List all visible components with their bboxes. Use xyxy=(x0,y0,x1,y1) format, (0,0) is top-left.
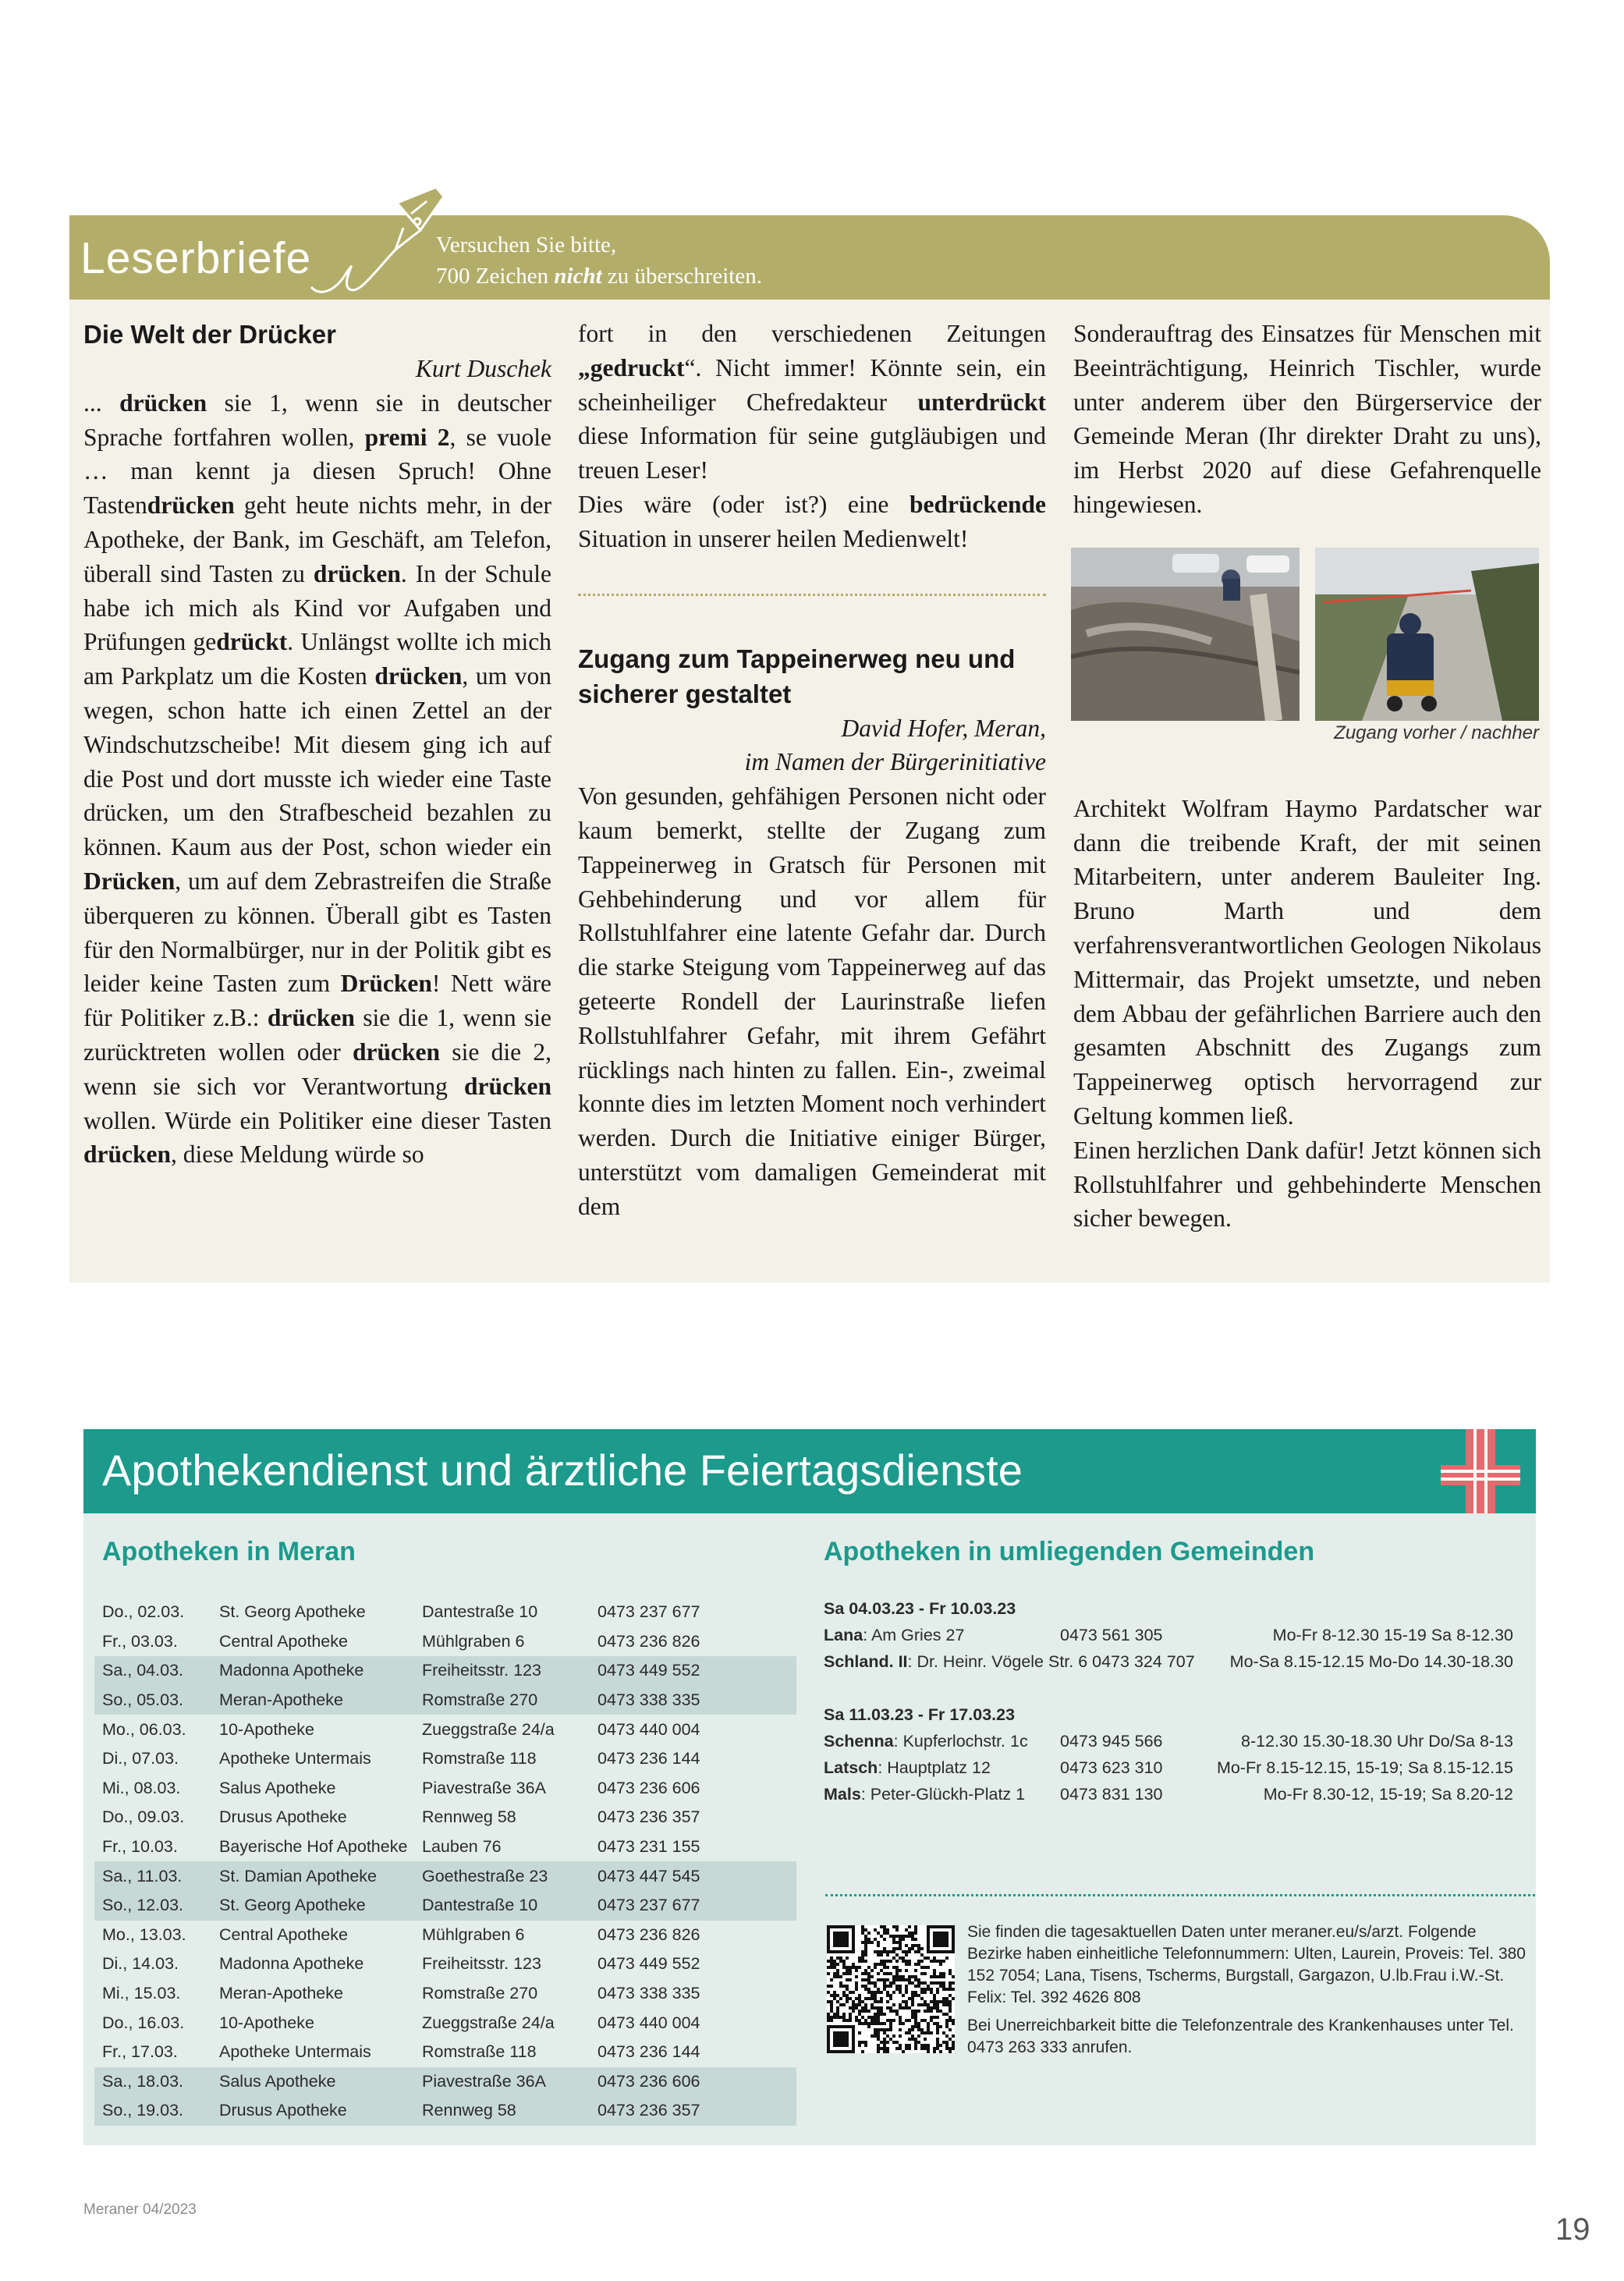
row-phone: 0473 338 335 xyxy=(597,1984,700,2003)
row-pharmacy: 10-Apotheke xyxy=(219,1719,314,1739)
pharmacy-row xyxy=(94,1598,796,1627)
row-date: Sa., 04.03. xyxy=(102,1661,183,1680)
row-address: Lauben 76 xyxy=(422,1837,502,1857)
row-pharmacy: Central Apotheke xyxy=(219,1924,348,1944)
row-pharmacy: Drusus Apotheke xyxy=(219,2101,347,2120)
letters-section-title: Leserbriefe xyxy=(80,233,312,283)
row-date: Fr., 17.03. xyxy=(102,2042,178,2062)
article-1-body-end: Dies wäre (oder ist?) eine bedrückende Situation in unserer heilen Medienwelt! xyxy=(578,490,1046,552)
article-2-title: Zugang zum Tappeinerweg neu und sicherer gestaltet xyxy=(578,644,1016,708)
row-date: Sa., 18.03. xyxy=(102,2071,183,2091)
row-date: So., 19.03. xyxy=(102,2101,183,2120)
row-pharmacy: Central Apotheke xyxy=(219,1631,348,1651)
row-pharmacy: Salus Apotheke xyxy=(219,2071,336,2091)
row-date: So., 05.03. xyxy=(102,1690,183,1710)
row-address: Dantestraße 10 xyxy=(422,1896,538,1915)
row-address: Rennweg 58 xyxy=(422,1807,516,1827)
row-date: Mi., 08.03. xyxy=(102,1778,181,1797)
row-phone: 0473 449 552 xyxy=(597,1661,700,1680)
article-1-title: Die Welt der Drücker xyxy=(83,320,337,349)
row-pharmacy: Bayerische Hof Apotheke xyxy=(219,1837,408,1857)
article-1-author: Kurt Duschek xyxy=(415,355,551,382)
row-address: Romstraße 270 xyxy=(422,1690,538,1710)
surrounding-row: Schland. II: Dr. Heinr. Vögele Str. 6 0473 324 707 Mo-Sa 8.15-12.15 Mo-Do 14.30-18.30 xyxy=(824,1652,1513,1671)
letters-column-1 xyxy=(83,317,551,1172)
article-2-body: Von gesunden, gehfähigen Personen nicht oder kaum bemerkt, stellte der Zugang zum Tappeinerweg in Gratsch für Personen mit Gehbehinderung und vor allem für Rollstuhlfahrer eine latente Gefahr dar. Durch die starke Steigung vom Tappeinerweg auf das geteerte Rondell der Laurinstraße liefen Rollstuhlfahrer Gefahr, mit ihrem Gefährt rücklings nach hinten zu fallen. Ein-, zweimal konnte dies im letzten Moment noch verhindert werden. Durch die Initiative einiger Bürger, unterstützt vom damaligen Gemeinderat mit dem xyxy=(578,782,1046,1220)
article-2-author-group: im Namen der Bürgerinitiative xyxy=(744,748,1046,776)
row-phone: 0473 236 826 xyxy=(597,1631,700,1651)
surrounding-group-2 xyxy=(824,1701,1518,1807)
row-address: Zueggstraße 24/a xyxy=(422,1719,555,1739)
pharmacy-row xyxy=(94,1774,796,1804)
row-pharmacy: Madonna Apotheke xyxy=(219,1954,364,1974)
row-pharmacy: 10-Apotheke xyxy=(219,2013,314,2032)
pharmacy-row xyxy=(94,1803,796,1832)
row-address: Romstraße 118 xyxy=(422,1749,537,1768)
row-pharmacy: Salus Apotheke xyxy=(219,1778,336,1797)
row-phone: 0473 236 144 xyxy=(597,1749,700,1768)
pharmacy-row xyxy=(94,1627,796,1657)
pharmacy-header-bar xyxy=(83,1429,1536,1513)
page-number: 19 xyxy=(1555,2212,1590,2247)
pharmacy-row xyxy=(94,1715,796,1744)
row-phone: 0473 236 826 xyxy=(597,1924,700,1944)
group-2-heading: Sa 11.03.23 - Fr 17.03.23 xyxy=(824,1705,1016,1724)
row-address: Romstraße 118 xyxy=(422,2042,537,2062)
info-paragraph-2: Bei Unerreichbarkeit bitte die Telefonzentrale des Krankenhauses unter Tel. 0473 263 333 anrufen. xyxy=(967,2017,1514,2056)
row-pharmacy: St. Georg Apotheke xyxy=(219,1896,366,1915)
info-paragraph-1: Sie finden die tagesaktuellen Daten unter meraner.eu/s/arzt. Folgende Bezirke haben einheitliche Telefonnummern: Ulten, Laurein, Proveis: Tel. 380 152 7054; Lana, Tisens, Tscherms, Burgstall, Gargazon, U.lb.Frau i.W.-St. Felix: Tel. 392 4626 808 xyxy=(967,1923,1526,2006)
surrounding-row: Schenna: Kupferlochstr. 1c 0473 945 566 8-12.30 15.30-18.30 Uhr Do/Sa 8-13 xyxy=(824,1732,1513,1751)
row-address: Piavestraße 36A xyxy=(422,2071,546,2091)
article-2-body-cont: Sonderauftrag des Einsatzes für Menschen mit Beeinträchtigung, Heinrich Tischler, wurde unter anderem über den Bürgerservice der Gemeinde Meran (Ihr direkter Draht zu uns), im Herbst 2020 auf diese Gefahrenquelle hingewiesen. xyxy=(1073,320,1541,518)
pharmacy-row xyxy=(94,1949,796,1979)
pharmacy-row xyxy=(94,2096,796,2126)
row-phone: 0473 237 677 xyxy=(597,1896,700,1915)
row-phone: 0473 440 004 xyxy=(597,1719,700,1739)
photo-before xyxy=(1071,548,1300,721)
row-phone: 0473 237 677 xyxy=(597,1602,700,1622)
article-2-author-name: David Hofer, Meran, xyxy=(841,714,1046,742)
pharmacy-row xyxy=(94,1891,796,1921)
row-date: Do., 02.03. xyxy=(102,1602,185,1622)
row-date: Mo., 13.03. xyxy=(102,1924,186,1944)
row-pharmacy: Meran-Apotheke xyxy=(219,1690,343,1710)
row-date: Di., 07.03. xyxy=(102,1749,179,1768)
photo-pair xyxy=(1071,548,1539,721)
pharmacy-section-title: Apothekendienst und ärztliche Feiertagsdienste xyxy=(102,1446,1023,1495)
row-phone: 0473 440 004 xyxy=(597,2013,700,2032)
row-phone: 0473 236 357 xyxy=(597,1807,700,1827)
pharmacy-divider xyxy=(825,1894,1535,1896)
surrounding-pharmacies-title: Apotheken in umliegenden Gemeinden xyxy=(824,1537,1315,1566)
letters-header-bar xyxy=(69,215,1550,300)
row-phone: 0473 447 545 xyxy=(597,1866,700,1885)
row-pharmacy: Apotheke Untermais xyxy=(219,1749,371,1768)
surrounding-group-1 xyxy=(824,1595,1518,1675)
group-1-heading: Sa 04.03.23 - Fr 10.03.23 xyxy=(824,1599,1016,1618)
row-address: Piavestraße 36A xyxy=(422,1778,546,1797)
row-date: Di., 14.03. xyxy=(102,1954,179,1974)
pharmacy-row xyxy=(94,1686,796,1715)
row-pharmacy: Meran-Apotheke xyxy=(219,1984,343,2003)
row-pharmacy: Drusus Apotheke xyxy=(219,1807,347,1827)
row-date: Fr., 10.03. xyxy=(102,1837,178,1857)
article-2-body-more: Architekt Wolfram Haymo Pardatscher war dann die treibende Kraft, der mit seinen Mitarbeitern, unter anderem Bauleiter Ing. Bruno Marth und dem verfahrensverantwortlichen Geologen Nikolaus Mittermair, das Projekt umsetzte, und neben dem Abbau der gefährlichen Barriere auch den gesamten Abschnitt des Zugangs zum Tappeinerweg optisch hervorragend zur Geltung kommen ließ. xyxy=(1073,794,1541,1130)
surrounding-row: Mals: Peter-Glückh-Platz 1 0473 831 130 Mo-Fr 8.30-12, 15-19; Sa 8.20-12 xyxy=(824,1785,1513,1804)
row-date: Do., 16.03. xyxy=(102,2013,185,2032)
meran-pharmacy-table xyxy=(94,1598,796,2126)
row-phone: 0473 236 606 xyxy=(597,2071,700,2091)
row-phone: 0473 236 606 xyxy=(597,1778,700,1797)
letters-length-note xyxy=(436,229,762,292)
row-address: Romstraße 270 xyxy=(422,1984,538,2003)
qr-code[interactable] xyxy=(827,1925,955,2053)
meran-pharmacies-title: Apotheken in Meran xyxy=(102,1537,356,1566)
pharmacy-row xyxy=(94,1861,796,1891)
note-emphasis: nicht xyxy=(554,264,602,289)
article-1-body-cont: fort in den verschiedenen Zeitungen „gedruckt“. Nicht immer! Könnte sein, ein scheinheiliger Chefredakteur unterdrückt diese Information für seine gutgläubigen und treuen Leser! xyxy=(578,320,1046,484)
row-address: Goethestraße 23 xyxy=(422,1866,548,1885)
article-2-body-end: Einen herzlichen Dank dafür! Jetzt können sich Rollstuhlfahrer und gehbehinderte Menschen sicher bewegen. xyxy=(1073,1136,1541,1233)
row-phone: 0473 338 335 xyxy=(597,1690,700,1710)
pharmacy-row xyxy=(94,2008,796,2038)
row-date: Mo., 06.03. xyxy=(102,1719,186,1739)
pharmacy-row xyxy=(94,2067,796,2097)
row-phone: 0473 231 155 xyxy=(597,1837,700,1857)
issue-label: Meraner 04/2023 xyxy=(83,2201,197,2218)
pharmacy-row xyxy=(94,1744,796,1774)
row-address: Freiheitsstr. 123 xyxy=(422,1954,541,1974)
row-address: Freiheitsstr. 123 xyxy=(422,1661,541,1680)
row-date: Do., 09.03. xyxy=(102,1807,185,1827)
article-1-body: ... drücken sie 1, wenn sie in deutscher Sprache fortfahren wollen, premi 2, se vuole … man kennt ja diesen Spruch! Ohne Tastendrücken geht heute nichts mehr, in der Apotheke, der Bank, im Geschäft, am Telefon, überall sind Tasten zu drücken. In der Schule habe ich mich als Kind vor Aufgaben und Prüfungen gedrückt. Unlängst wollte ich mich am Parkplatz um die Kosten drücken, um von wegen, schon hatte ich einen Zettel an der Windschutzscheibe! Mit diesem ging ich auf die Post und dort musste ich wieder eine Taste drücken, um den Strafbescheid bezahlen zu können. Kaum aus der Post, schon wieder ein Drücken, um auf dem Zebrastreifen die Straße überqueren zu können. Überall gibt es Tasten für den Normalbürger, nur in der Politik gibt es leider keine Tasten zum Drücken! Nett wäre für Politiker z.B.: drücken sie die 1, wenn sie zurücktreten wollen oder drücken sie die 2, wenn sie sich vor Verantwortung drücken wollen. Würde ein Politiker eine dieser Tasten drücken, diese Meldung würde so xyxy=(83,388,551,1169)
pharmacy-row xyxy=(94,1656,796,1686)
row-phone: 0473 236 144 xyxy=(597,2042,700,2062)
row-pharmacy: Apotheke Untermais xyxy=(219,2042,371,2062)
row-address: Rennweg 58 xyxy=(422,2101,516,2120)
pharmacy-row xyxy=(94,1921,796,1950)
row-pharmacy: St. Georg Apotheke xyxy=(219,1602,366,1622)
letters-column-2 xyxy=(578,317,1046,1224)
row-date: Fr., 03.03. xyxy=(102,1631,178,1651)
pharmacy-row xyxy=(94,1979,796,2009)
pharmacy-row xyxy=(94,1832,796,1862)
row-pharmacy: Madonna Apotheke xyxy=(219,1661,364,1680)
row-address: Dantestraße 10 xyxy=(422,1602,538,1622)
surrounding-row: Lana: Am Gries 27 0473 561 305 Mo-Fr 8-12.30 15-19 Sa 8-12.30 xyxy=(824,1626,1513,1644)
row-address: Mühlgraben 6 xyxy=(422,1924,525,1944)
note-line-1: Versuchen Sie bitte, xyxy=(436,232,617,257)
photo-after xyxy=(1315,548,1539,721)
row-date: Sa., 11.03. xyxy=(102,1866,183,1885)
row-date: Mi., 15.03. xyxy=(102,1984,181,2003)
row-date: So., 12.03. xyxy=(102,1896,183,1915)
row-pharmacy: St. Damian Apotheke xyxy=(219,1866,377,1885)
row-address: Zueggstraße 24/a xyxy=(422,2013,555,2032)
row-phone: 0473 449 552 xyxy=(597,1954,700,1974)
pharmacy-info-text xyxy=(967,1921,1529,2065)
photo-caption: Zugang vorher / nachher xyxy=(1334,722,1539,743)
row-phone: 0473 236 357 xyxy=(597,2101,700,2120)
surrounding-row: Latsch: Hauptplatz 12 0473 623 310 Mo-Fr 8.15-12.15, 15-19; Sa 8.15-12.15 xyxy=(824,1758,1513,1777)
article-divider xyxy=(578,594,1046,596)
note-line-2: 700 Zeichen nicht zu überschreiten. xyxy=(436,264,762,289)
row-address: Mühlgraben 6 xyxy=(422,1631,525,1651)
letters-column-3 xyxy=(1073,317,1541,1236)
medical-cross-icon xyxy=(1425,1429,1536,1513)
pharmacy-row xyxy=(94,2038,796,2067)
